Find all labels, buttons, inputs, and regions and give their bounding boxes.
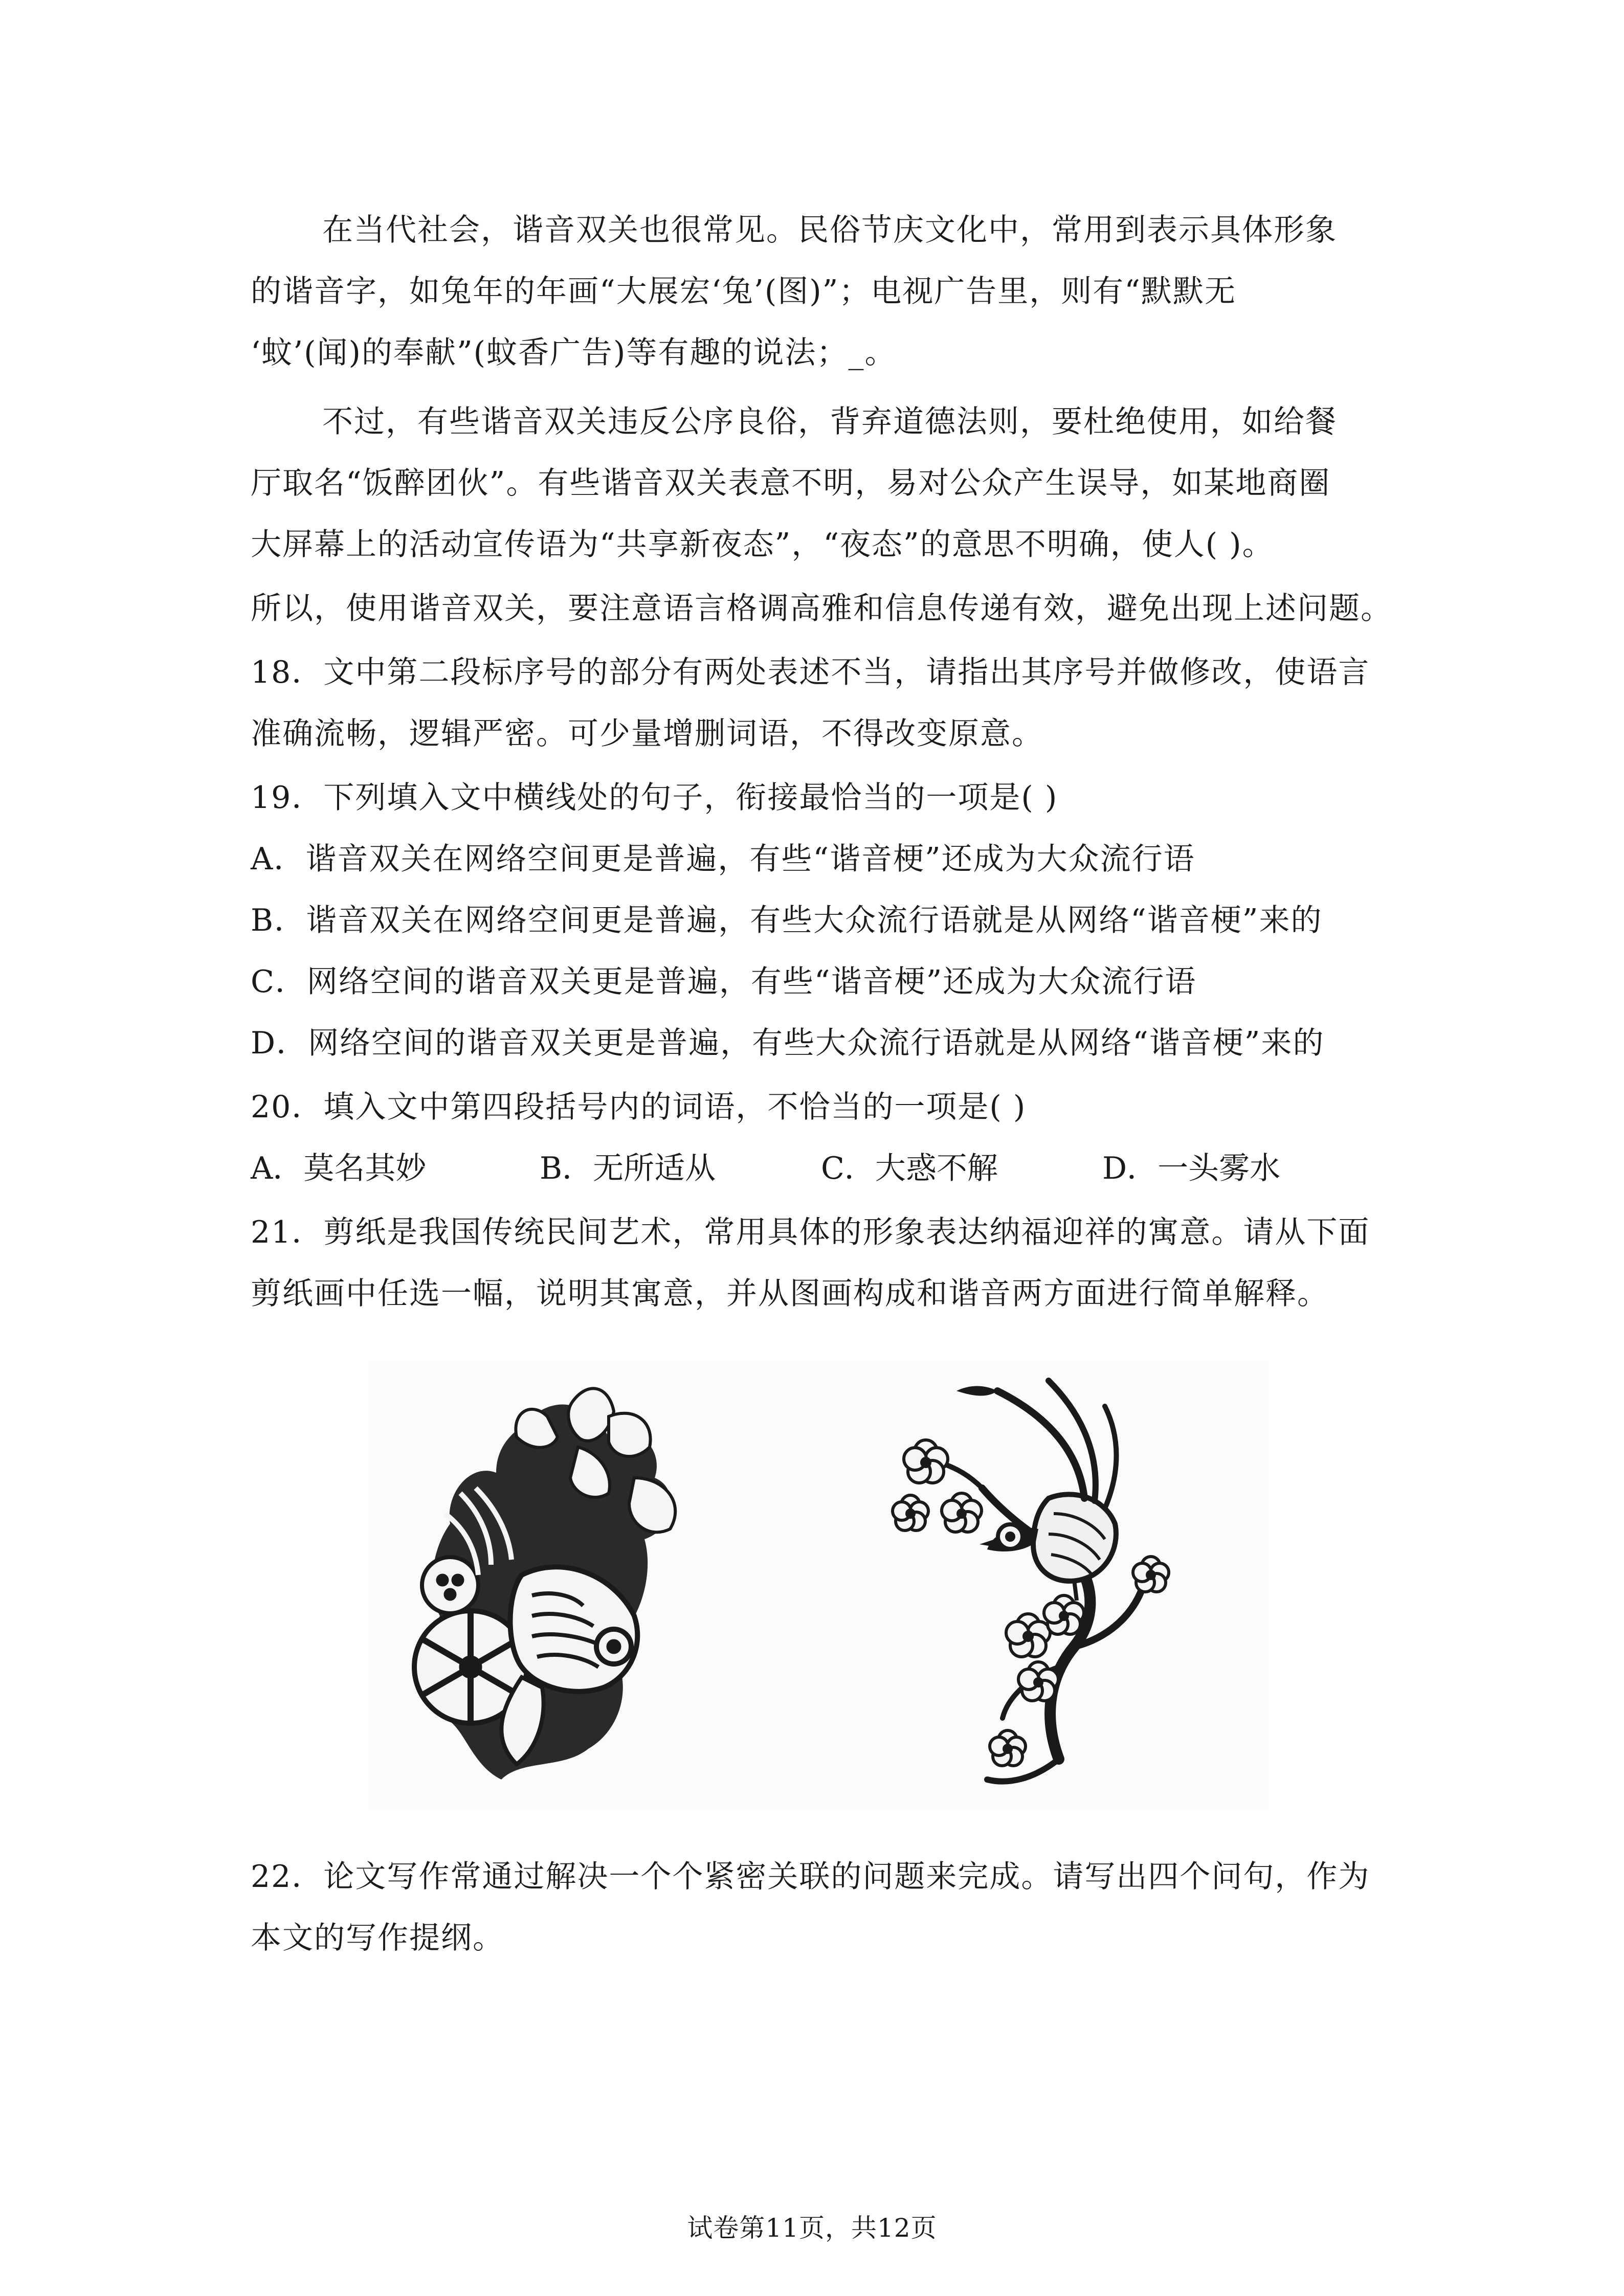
question-21-line-1: 21．剪纸是我国传统民间艺术，常用具体的形象表达纳福迎祥的寓意。请从下面 <box>251 1214 1370 1250</box>
question-19-option-b: B．谐音双关在网络空间更是普遍，有些大众流行语就是从网络“谐音梗”来的 <box>251 903 1323 938</box>
question-19-option-c: C．网络空间的谐音双关更是普遍，有些“谐音梗”还成为大众流行语 <box>251 964 1197 1000</box>
page-footer: 试卷第11页，共12页 <box>687 2213 937 2243</box>
paragraph-3-line-2: 的谐音字，如兔年的年画“大展宏‘兔’(图)”；电视广告里，则有“默默无 <box>251 274 1236 309</box>
question-18-line-1: 18．文中第二段标序号的部分有两处表述不当，请指出其序号并做修改，使语言 <box>251 655 1370 690</box>
question-21-line-2: 剪纸画中任选一幅，说明其寓意，并从图画构成和谐音两方面进行简单解释。 <box>251 1276 1329 1312</box>
paragraph-4-line-3: 大屏幕上的活动宣传语为“共享新夜态”，“夜态”的意思不明确，使人( )。 <box>251 527 1274 562</box>
question-19-option-d: D．网络空间的谐音双关更是普遍，有些大众流行语就是从网络“谐音梗”来的 <box>251 1025 1325 1061</box>
paragraph-3-line-1: 在当代社会，谐音双关也很常见。民俗节庆文化中，常用到表示具体形象 <box>322 212 1337 248</box>
paragraph-4-line-2: 厅取名“饭醉团伙”。有些谐音双关表意不明，易对公众产生误导，如某地商圈 <box>251 465 1331 501</box>
paragraph-3-line-3: ‘蚊’(闻)的奉献”(蚊香广告)等有趣的说法；_。 <box>251 335 897 371</box>
paragraph-4-line-1: 不过，有些谐音双关违反公序良俗，背弃道德法则，要杜绝使用，如给餐 <box>322 404 1337 440</box>
question-22-line-2: 本文的写作提纲。 <box>251 1920 504 1956</box>
question-18-line-2: 准确流畅，逻辑严密。可少量增删词语，不得改变原意。 <box>251 716 1043 752</box>
question-22-line-1: 22．论文写作常通过解决一个个紧密关联的问题来完成。请写出四个问句，作为 <box>251 1859 1370 1895</box>
question-20-option-d: D．一头雾水 <box>1102 1151 1281 1186</box>
question-20-option-c: C．大惑不解 <box>821 1151 998 1186</box>
paragraph-4-line-4: 所以，使用谐音双关，要注意语言格调高雅和信息传递有效，避免出现上述问题。 <box>251 591 1392 626</box>
question-20-option-a: A．莫名其妙 <box>251 1151 427 1186</box>
papercut-figure <box>368 1360 1269 1810</box>
question-20-option-b: B．无所适从 <box>540 1151 716 1186</box>
question-20-stem: 20．填入文中第四段括号内的词语，不恰当的一项是( ) <box>251 1089 1027 1125</box>
question-19-stem: 19．下列填入文中横线处的句子，衔接最恰当的一项是( ) <box>251 780 1058 816</box>
question-19-option-a: A．谐音双关在网络空间更是普遍，有些“谐音梗”还成为大众流行语 <box>251 841 1195 877</box>
